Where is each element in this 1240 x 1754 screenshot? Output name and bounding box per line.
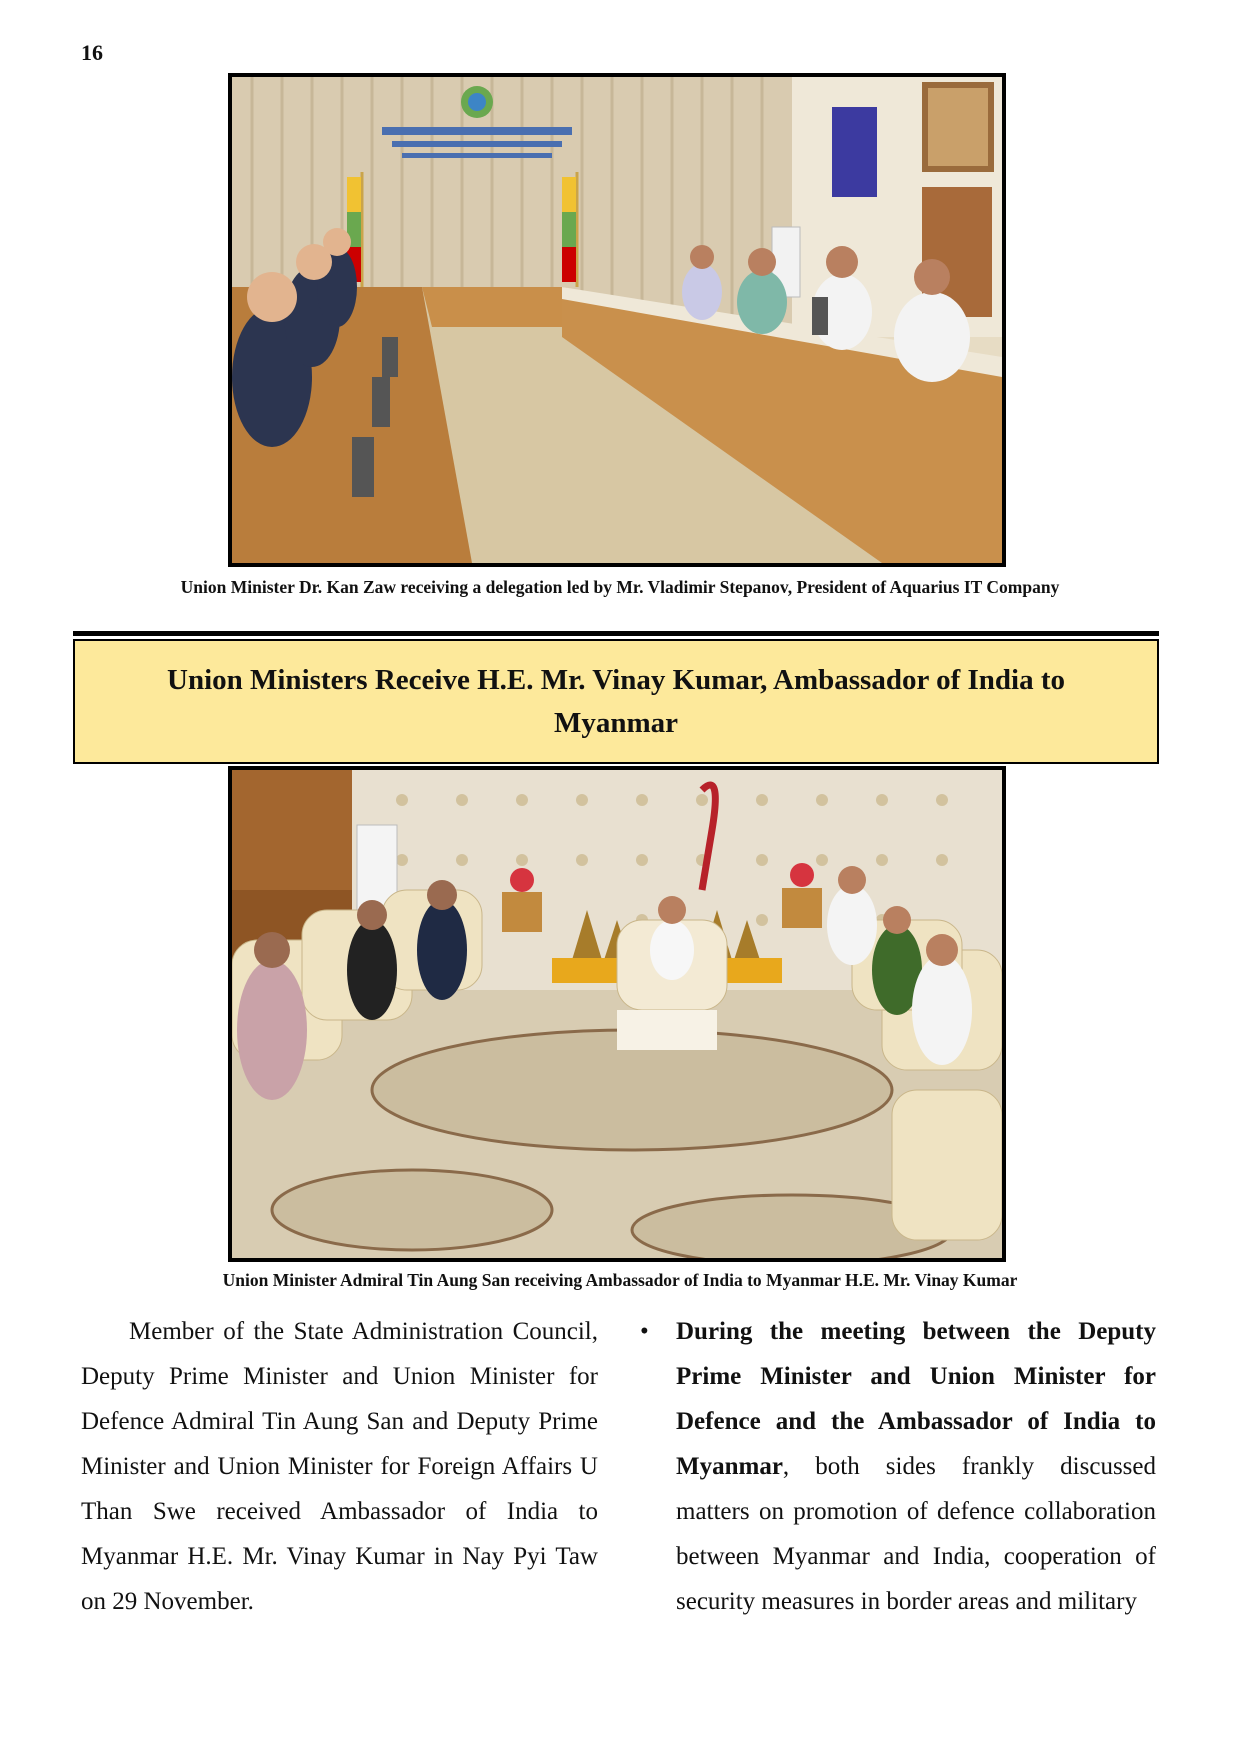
article-bullet-item	[676, 1309, 1156, 1624]
photo-caption: Union Minister Dr. Kan Zaw receiving a delegation led by Mr. Vladimir Stepanov, President of Aquarius IT Company	[180, 577, 1060, 597]
reception-hall-illustration	[232, 770, 1002, 1258]
bullet-marker: •	[640, 1318, 649, 1345]
reception-hall-photo	[228, 766, 1006, 1262]
article-headline: Union Ministers Receive H.E. Mr. Vinay Kumar, Ambassador of India to Myanmar	[167, 663, 1065, 739]
bullet-body-text: , both sides frankly discussed matters on promotion of defence collaboration between Myanmar and India, cooperation of security measures in border areas and military	[676, 1453, 1156, 1615]
meeting-room-illustration	[232, 77, 1002, 563]
bullet-lead-text: During the meeting between the Deputy Prime Minister and Union Minister for Defence and the Ambassador of India to Myanmar	[676, 1318, 1156, 1480]
page-number: 16	[81, 40, 103, 65]
meeting-room-photo	[228, 73, 1006, 567]
article-column-left	[81, 1309, 598, 1624]
photo-caption: Union Minister Admiral Tin Aung San receiving Ambassador of India to Myanmar H.E. Mr. Vinay Kumar	[222, 1270, 1018, 1290]
section-divider	[73, 631, 1159, 636]
headline-box	[73, 639, 1159, 764]
article-column-right	[640, 1309, 1156, 1624]
article-paragraph: Member of the State Administration Council, Deputy Prime Minister and Union Minister for Defence Admiral Tin Aung San and Deputy Prime Minister and Union Minister for Foreign Affairs U Than Swe received Ambassador of India to Myanmar H.E. Mr. Vinay Kumar in Nay Pyi Taw on 29 November.	[81, 1318, 598, 1615]
